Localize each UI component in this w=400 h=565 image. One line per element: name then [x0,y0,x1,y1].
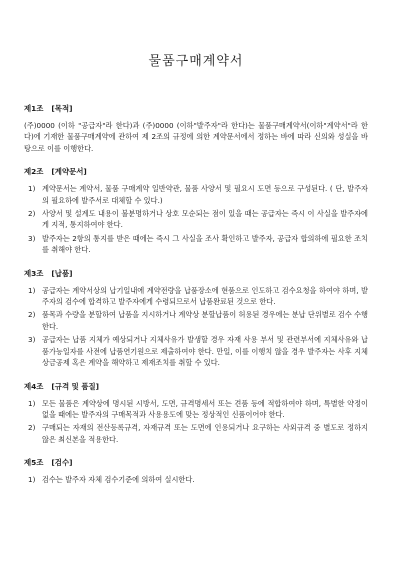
item-text: 발주자는 2항의 통지를 받은 때에는 즉시 그 사실을 조사 확인하고 발주자, 공급자 합의하에 필요한 조치를 취해야 한다. [42,233,368,255]
article-title: [계약문서] [51,167,87,177]
item-text: 사양서 및 설계도 내용이 불분명하거나 상호 모순되는 점이 있을 때는 공급자는 즉시 이 사실을 발주자에게 지적, 통지하여야 한다. [42,209,368,230]
list-item [24,422,368,445]
item-marker: 1) [28,475,36,485]
list-item [24,183,368,206]
list-item [24,233,368,256]
article-items [24,183,368,255]
item-text: 계약문서는 계약서, 물품 구매계약 일반약관, 물품 사양서 및 필요시 도면 등으로 구성된다. ( 단, 발주자의 필요하에 발주서로 대체할 수 있다.) [42,184,368,205]
article-title: [납품] [51,268,73,278]
article-number: 제5조 [24,458,44,468]
article-number: 제4조 [24,381,44,391]
item-marker: 2) [28,310,36,320]
article-3 [24,268,368,369]
article-4 [24,381,368,446]
article-2 [24,166,368,255]
article-number: 제3조 [24,268,44,278]
article-1 [24,103,368,154]
item-text: 구매되는 자재의 전산등록규격, 자재규격 또는 도면에 인용되거나 요구하는 사외규격 중 별도로 정하지 않은 최신본을 적용한다. [42,423,368,444]
item-text: 공급자는 계약서상의 납기일내에 계약전량을 납품장소에 현품으로 인도하고 검수요청을 하여야 하며, 발주자의 검수에 합격하고 발주자에게 수령되므로서 납품완료된 것으로 한다. [42,285,368,307]
article-items [24,474,368,485]
list-item [24,285,368,308]
article-heading [24,103,368,114]
list-item [24,309,368,332]
list-item [24,398,368,421]
article-5 [24,457,368,485]
item-marker: 3) [28,335,36,345]
article-items [24,285,368,369]
article-paragraph: (주)0000 (이하 "공급자"라 한다)과 (주)0000 (이하"발주자"라 한다)는 물품구매계약서(이하"계약서"라 한다)에 기재한 물품구매계약에 관하여 제 2조의 규정에 의한 계약문서에서 정하는 바에 따라 신의와 성실을 바탕으로 이를 이행한다. [24,121,368,153]
item-text: 검수는 발주자 자체 검수기준에 의하여 실시한다. [42,475,195,485]
item-marker: 2) [28,423,36,433]
item-text: 모든 물품은 계약상에 명시된 시방서, 도면, 규격명세서 또는 견품 등에 적합하여야 하며, 특별한 약정이 없을 때에는 발주자의 구매목적과 사용용도에 맞는 정상적인 신품이어야 한다. [42,398,368,419]
document-title: 물품구매계약서 [148,54,244,69]
article-title: [목적] [51,104,73,113]
item-marker: 1) [28,184,36,194]
article-heading [24,268,368,279]
article-heading [24,166,368,177]
item-text: 품목과 수량을 분할하여 납품을 지시하거나 계약상 분할납품이 허용된 경우에는 분납 단위별로 검수 수행한다. [42,310,368,331]
item-text: 공급자는 납품 지체가 예상되거나 지체사유가 발생할 경우 자재 사용 부서 및 관련부서에 지체사유와 납품가능일자를 사전에 납품연기원으로 제출하여야 한다. 만일, 이를 이행치 않을 경우 발주자는 사후 지체상금공제 혹은 계약을 해약하고 제재조치를 취할 수 있다. [42,335,368,368]
article-heading [24,381,368,392]
article-title: [검수] [51,458,73,468]
list-item [24,474,368,485]
article-heading [24,457,368,468]
item-marker: 2) [28,209,36,219]
item-marker: 1) [28,285,36,295]
article-number: 제1조 [24,104,44,113]
list-item [24,208,368,231]
item-marker: 1) [28,398,36,408]
item-marker: 3) [28,233,36,243]
article-items [24,398,368,446]
article-title: [규격 및 품질] [51,381,100,391]
article-number: 제2조 [24,167,44,177]
list-item [24,334,368,368]
